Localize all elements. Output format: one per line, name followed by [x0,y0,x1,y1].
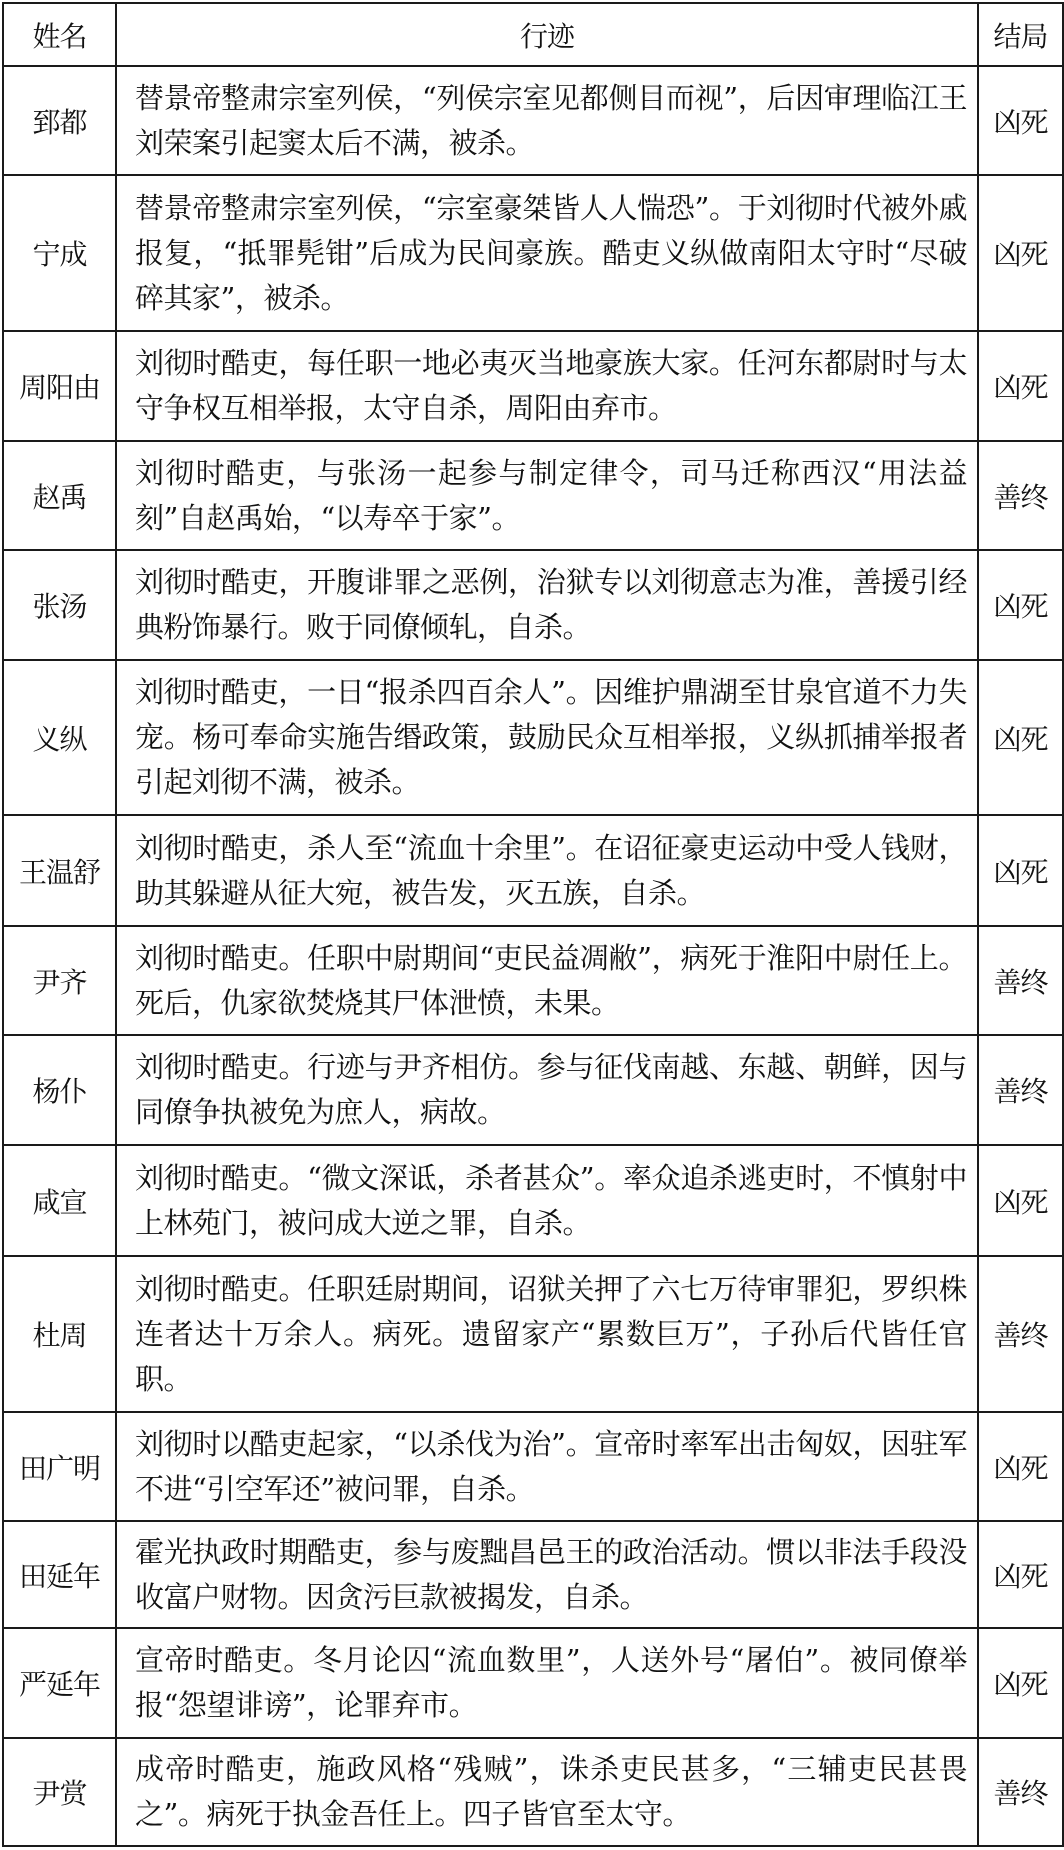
cell-name: 义纵 [3,660,116,815]
table-row [3,1628,1063,1738]
cell-name: 杜周 [3,1256,116,1412]
cell-deeds: 刘彻时以酷吏起家，“以杀伐为治”。宣帝时率军出击匈奴，因驻军不进“引空军还”被问罪，自杀。 [116,1412,978,1521]
cell-outcome: 善终 [978,1256,1063,1412]
cell-outcome: 善终 [978,1738,1063,1846]
cell-name: 田延年 [3,1521,116,1628]
cell-deeds: 成帝时酷吏，施政风格“残贼”，诛杀吏民甚多，“三辅吏民甚畏之”。病死于执金吾任上。四子皆官至太守。 [116,1738,978,1846]
header-name: 姓名 [3,3,116,66]
cell-deeds: 刘彻时酷吏，杀人至“流血十余里”。在诏征豪吏运动中受人钱财，助其躲避从征大宛，被告发，灭五族，自杀。 [116,815,978,926]
cell-name: 杨仆 [3,1035,116,1145]
table-row [3,331,1063,441]
cell-deeds: 刘彻时酷吏。任职中尉期间“吏民益凋敝”，病死于淮阳中尉任上。死后，仇家欲焚烧其尸体泄愤，未果。 [116,926,978,1035]
cell-outcome: 善终 [978,926,1063,1035]
table-row [3,66,1063,175]
table-row [3,550,1063,660]
cell-outcome: 凶死 [978,331,1063,441]
cell-outcome: 凶死 [978,175,1063,331]
cell-deeds: 刘彻时酷吏。任职廷尉期间，诏狱关押了六七万待审罪犯，罗织株连者达十万余人。病死。遗留家产“累数巨万”，子孙后代皆任官职。 [116,1256,978,1412]
cell-name: 严延年 [3,1628,116,1738]
header-outcome: 结局 [978,3,1063,66]
cell-deeds: 宣帝时酷吏。冬月论囚“流血数里”，人送外号“屠伯”。被同僚举报“怨望诽谤”，论罪弃市。 [116,1628,978,1738]
cell-deeds: 刘彻时酷吏，开腹诽罪之恶例，治狱专以刘彻意志为准，善援引经典粉饰暴行。败于同僚倾轧，自杀。 [116,550,978,660]
cell-outcome: 凶死 [978,660,1063,815]
table-header-row [3,3,1063,66]
table-row [3,1521,1063,1628]
cell-deeds: 刘彻时酷吏，与张汤一起参与制定律令，司马迁称西汉“用法益刻”自赵禹始，“以寿卒于家”。 [116,441,978,550]
header-deeds: 行迹 [116,3,978,66]
cell-outcome: 凶死 [978,815,1063,926]
cell-name: 张汤 [3,550,116,660]
cell-outcome: 凶死 [978,1145,1063,1256]
table-row [3,815,1063,926]
cell-deeds: 替景帝整肃宗室列侯，“列侯宗室见都侧目而视”，后因审理临江王刘荣案引起窦太后不满，被杀。 [116,66,978,175]
cell-name: 赵禹 [3,441,116,550]
table-row [3,926,1063,1035]
table-row [3,1412,1063,1521]
table-row [3,175,1063,331]
cell-deeds: 刘彻时酷吏。行迹与尹齐相仿。参与征伐南越、东越、朝鲜，因与同僚争执被免为庶人，病故。 [116,1035,978,1145]
table-row [3,1145,1063,1256]
table-row [3,660,1063,815]
cell-deeds: 刘彻时酷吏，每任职一地必夷灭当地豪族大家。任河东都尉时与太守争权互相举报，太守自杀，周阳由弃市。 [116,331,978,441]
cell-name: 尹齐 [3,926,116,1035]
cell-name: 咸宣 [3,1145,116,1256]
cell-outcome: 凶死 [978,66,1063,175]
cell-name: 尹赏 [3,1738,116,1846]
cell-name: 宁成 [3,175,116,331]
cell-name: 王温舒 [3,815,116,926]
cell-deeds: 替景帝整肃宗室列侯，“宗室豪桀皆人人惴恐”。于刘彻时代被外戚报复，“抵罪髡钳”后成为民间豪族。酷吏义纵做南阳太守时“尽破碎其家”，被杀。 [116,175,978,331]
cell-outcome: 凶死 [978,1412,1063,1521]
cell-outcome: 凶死 [978,1628,1063,1738]
officials-table [2,2,1064,1847]
cell-name: 郅都 [3,66,116,175]
cell-outcome: 凶死 [978,1521,1063,1628]
cell-deeds: 刘彻时酷吏，一日“报杀四百余人”。因维护鼎湖至甘泉官道不力失宠。杨可奉命实施告缗政策，鼓励民众互相举报，义纵抓捕举报者引起刘彻不满，被杀。 [116,660,978,815]
cell-deeds: 刘彻时酷吏。“微文深诋，杀者甚众”。率众追杀逃吏时，不慎射中上林苑门，被问成大逆之罪，自杀。 [116,1145,978,1256]
cell-name: 田广明 [3,1412,116,1521]
table-row [3,1256,1063,1412]
cell-deeds: 霍光执政时期酷吏，参与废黜昌邑王的政治活动。惯以非法手段没收富户财物。因贪污巨款被揭发，自杀。 [116,1521,978,1628]
table-row [3,1035,1063,1145]
cell-name: 周阳由 [3,331,116,441]
cell-outcome: 善终 [978,441,1063,550]
cell-outcome: 善终 [978,1035,1063,1145]
table-row [3,1738,1063,1846]
table-row [3,441,1063,550]
cell-outcome: 凶死 [978,550,1063,660]
